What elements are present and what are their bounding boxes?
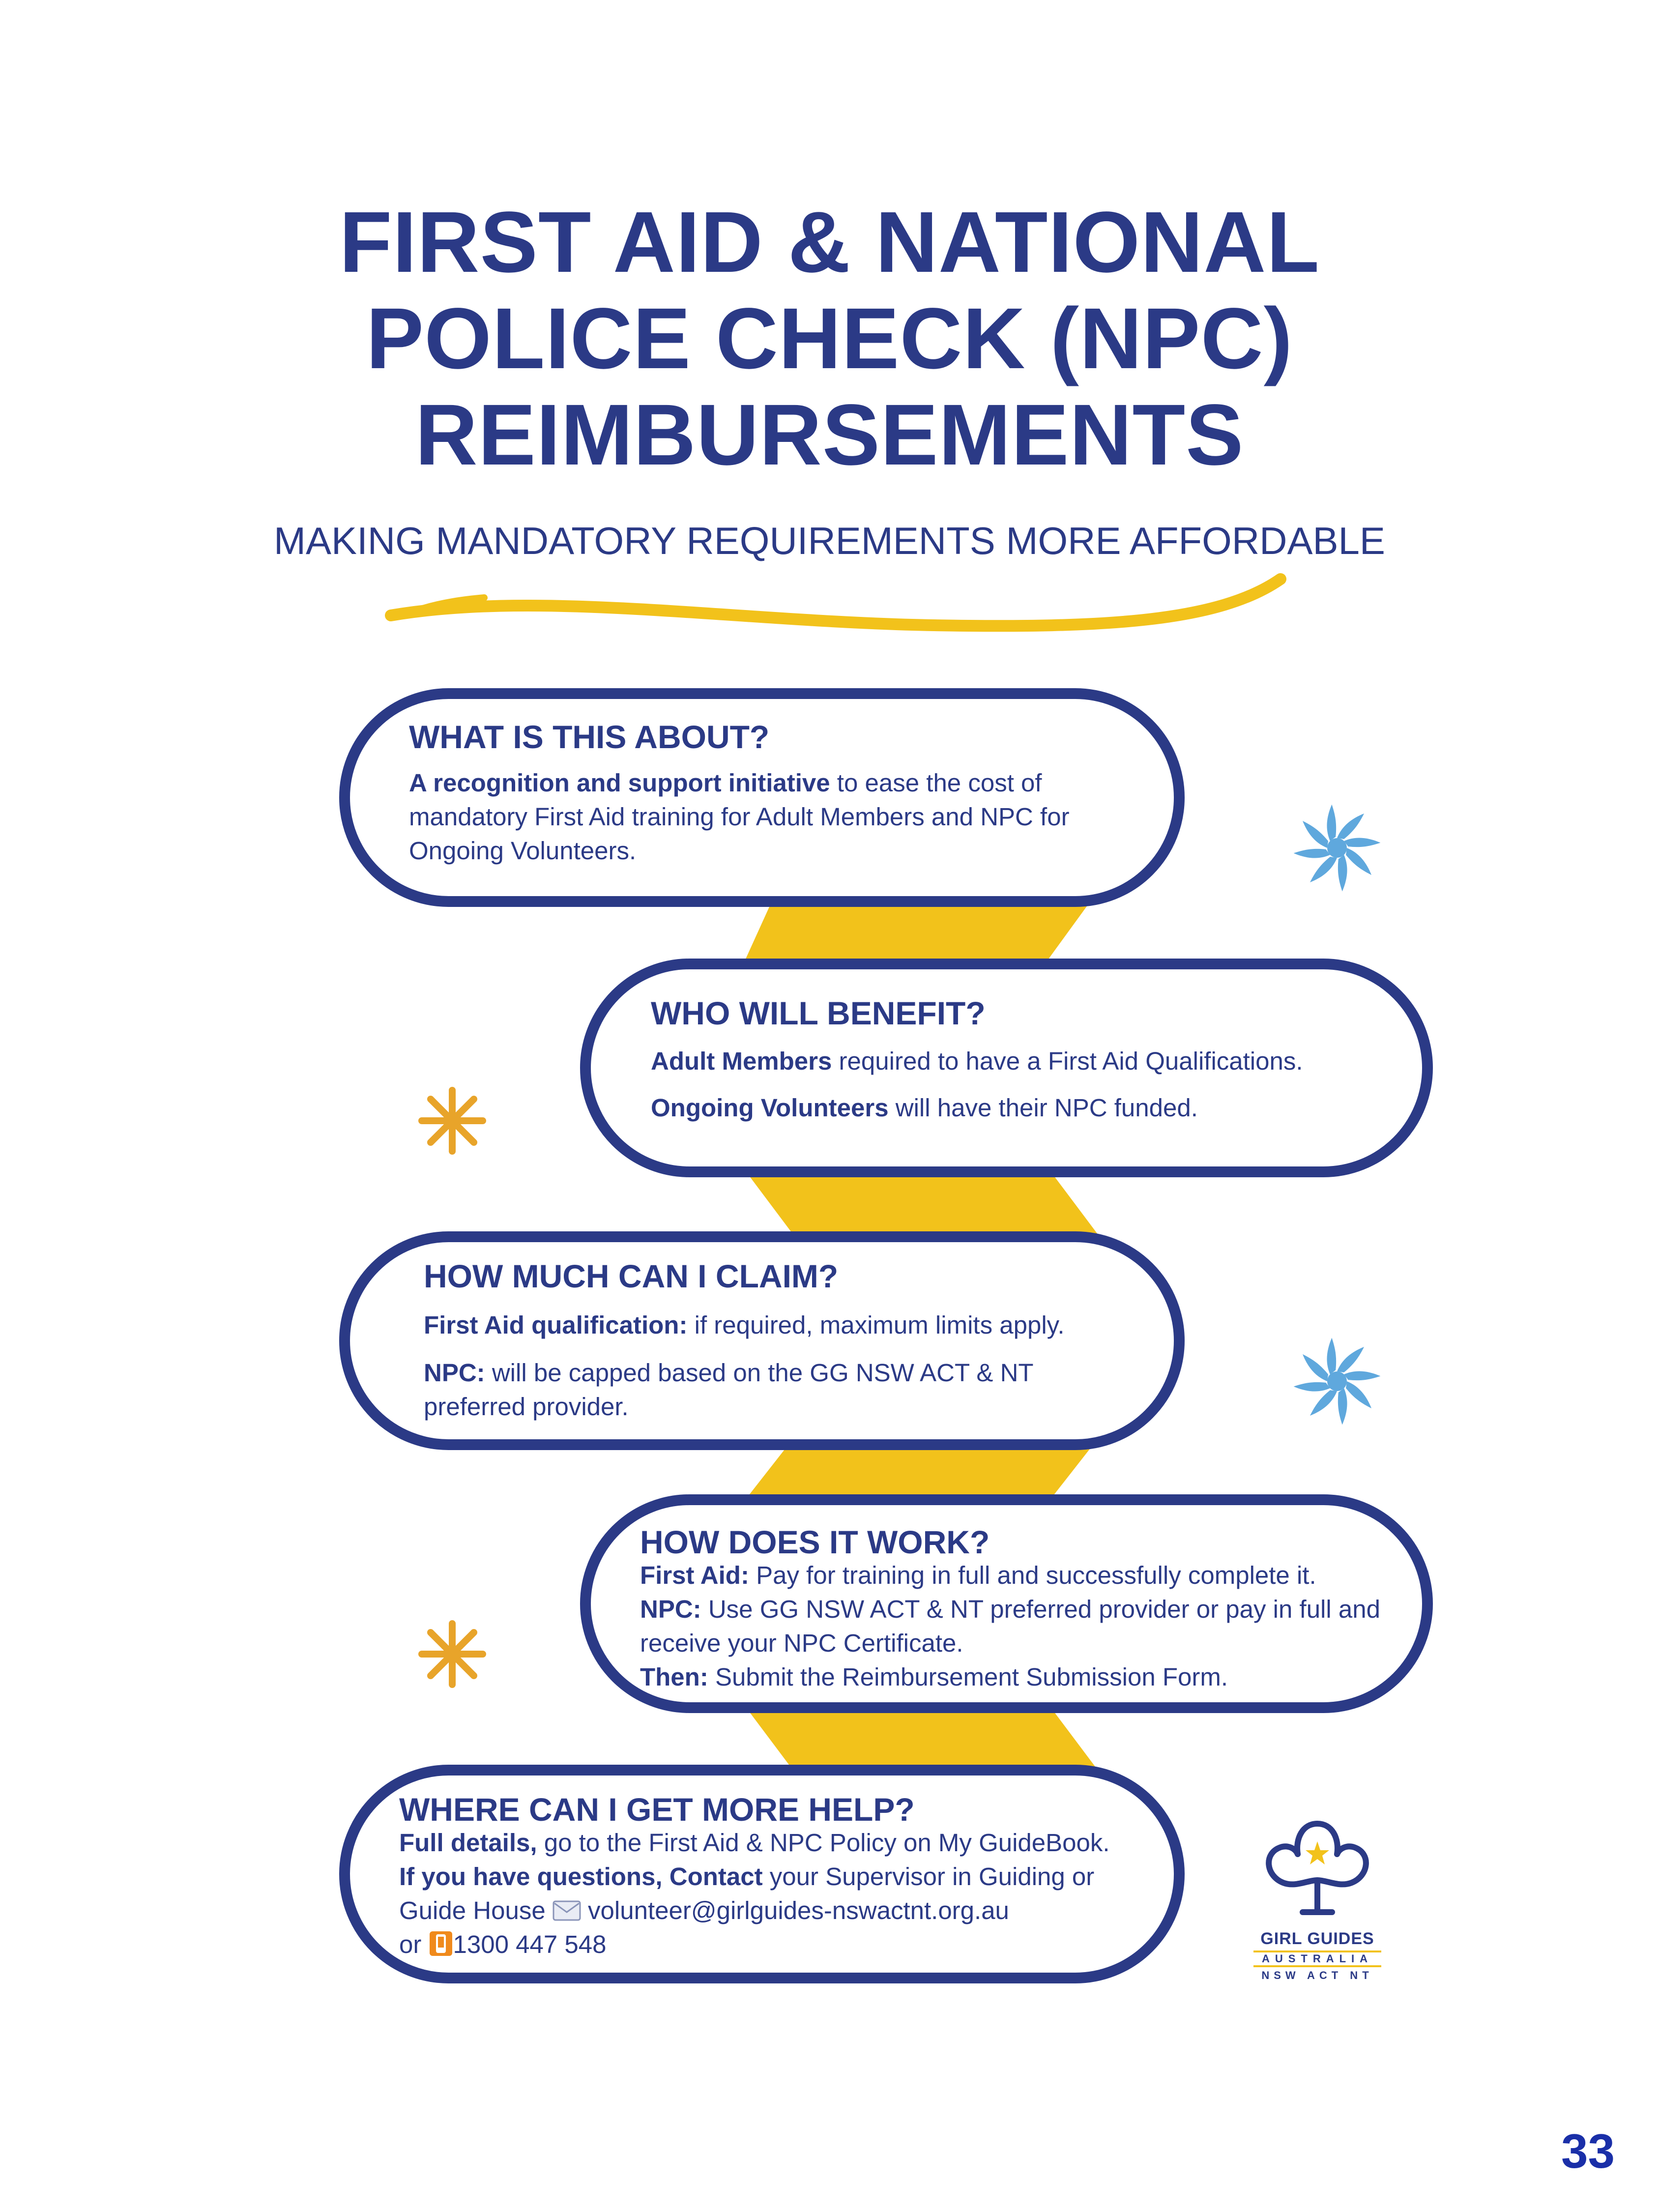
- card-body-text: will have their NPC funded.: [888, 1094, 1198, 1122]
- card-body-text: go to the First Aid & NPC Policy on My GuideBook.: [537, 1829, 1110, 1857]
- yellow-swoosh: [391, 579, 1281, 626]
- card-line: [640, 1592, 1393, 1660]
- girl-guides-logo: [1249, 1814, 1386, 1982]
- page-number: 33: [1561, 2124, 1615, 2178]
- card-line: [640, 1660, 1393, 1694]
- trefoil-icon: [1249, 1814, 1386, 1927]
- card-body-bold: Then:: [640, 1663, 708, 1691]
- gold-star-icon: [422, 1090, 483, 1151]
- card-body-text: your Supervisor in Guiding or Guide House: [399, 1863, 1095, 1924]
- card-who-will-benefit: [580, 959, 1433, 1177]
- card-body-text: if required, maximum limits apply.: [687, 1311, 1065, 1339]
- card-body-bold: If you have questions, Contact: [399, 1863, 763, 1891]
- card-heading: HOW DOES IT WORK?: [640, 1524, 990, 1560]
- title-line: REIMBURSEMENTS: [415, 387, 1244, 483]
- page-subtitle: MAKING MANDATORY REQUIREMENTS MORE AFFORDABLE: [274, 519, 1385, 562]
- card-body: [409, 766, 1135, 868]
- envelope-icon: [553, 1893, 581, 1927]
- card-body-text: Pay for training in full and successfully complete it.: [749, 1561, 1316, 1589]
- blue-pinwheel-icon: [1294, 1338, 1381, 1425]
- logo-line: GIRL GUIDES: [1260, 1929, 1374, 1948]
- card-line: [640, 1558, 1393, 1592]
- title-line: POLICE CHECK (NPC): [366, 291, 1293, 387]
- page-title: [147, 194, 1512, 483]
- logo-line: AUSTRALIA: [1253, 1950, 1381, 1967]
- card-body-bold: NPC:: [424, 1359, 485, 1387]
- card-heading: WHERE CAN I GET MORE HELP?: [399, 1791, 915, 1828]
- card-line: [399, 1860, 1144, 1961]
- logo-text: [1249, 1929, 1386, 1982]
- card-line: [651, 1044, 1383, 1078]
- card-heading: WHAT IS THIS ABOUT?: [409, 719, 770, 755]
- card-heading: HOW MUCH CAN I CLAIM?: [424, 1258, 839, 1294]
- card-body-bold: A recognition and support initiative: [409, 769, 830, 797]
- card-body-text: required to have a First Aid Qualifications.: [832, 1047, 1303, 1075]
- gold-star-icon: [422, 1624, 483, 1685]
- card-heading: WHO WILL BENEFIT?: [651, 995, 986, 1031]
- card-line: [424, 1356, 1135, 1424]
- blue-pinwheel-icon: [1294, 805, 1381, 892]
- card-body-bold: Ongoing Volunteers: [651, 1094, 889, 1122]
- email-link[interactable]: volunteer@girlguides-nswactnt.org.au: [588, 1896, 1009, 1924]
- logo-line: NSW ACT NT: [1261, 1969, 1373, 1981]
- card-line: [399, 1826, 1144, 1860]
- card-body-bold: Adult Members: [651, 1047, 832, 1075]
- card-body-text: Submit the Reimbursement Submission Form.: [708, 1663, 1228, 1691]
- card-body-text: to ease the cost of mandatory First Aid training for Adult Members and NPC for Ongoing Volunteers.: [409, 769, 1070, 865]
- card-how-much-can-i-claim: [339, 1231, 1185, 1450]
- card-body-bold: Full details,: [399, 1829, 537, 1857]
- or-text: or: [399, 1930, 429, 1958]
- card-line: [651, 1091, 1383, 1125]
- title-line: FIRST AID & NATIONAL: [339, 194, 1320, 291]
- card-where-can-i-get-more-help: [339, 1765, 1185, 1983]
- card-body-bold: First Aid:: [640, 1561, 749, 1589]
- phone-link[interactable]: 1300 447 548: [453, 1930, 607, 1958]
- card-how-does-it-work: [580, 1494, 1433, 1713]
- card-body-text: Use GG NSW ACT & NT preferred provider or pay in full and receive your NPC Certificate.: [640, 1595, 1380, 1657]
- card-body-bold: First Aid qualification:: [424, 1311, 688, 1339]
- card-body-text: will be capped based on the GG NSW ACT & NT preferred provider.: [424, 1359, 1033, 1421]
- card-what-is-this-about: [339, 688, 1185, 907]
- card-body-bold: NPC:: [640, 1595, 701, 1623]
- phone-icon: [429, 1927, 453, 1961]
- card-line: [424, 1308, 1135, 1342]
